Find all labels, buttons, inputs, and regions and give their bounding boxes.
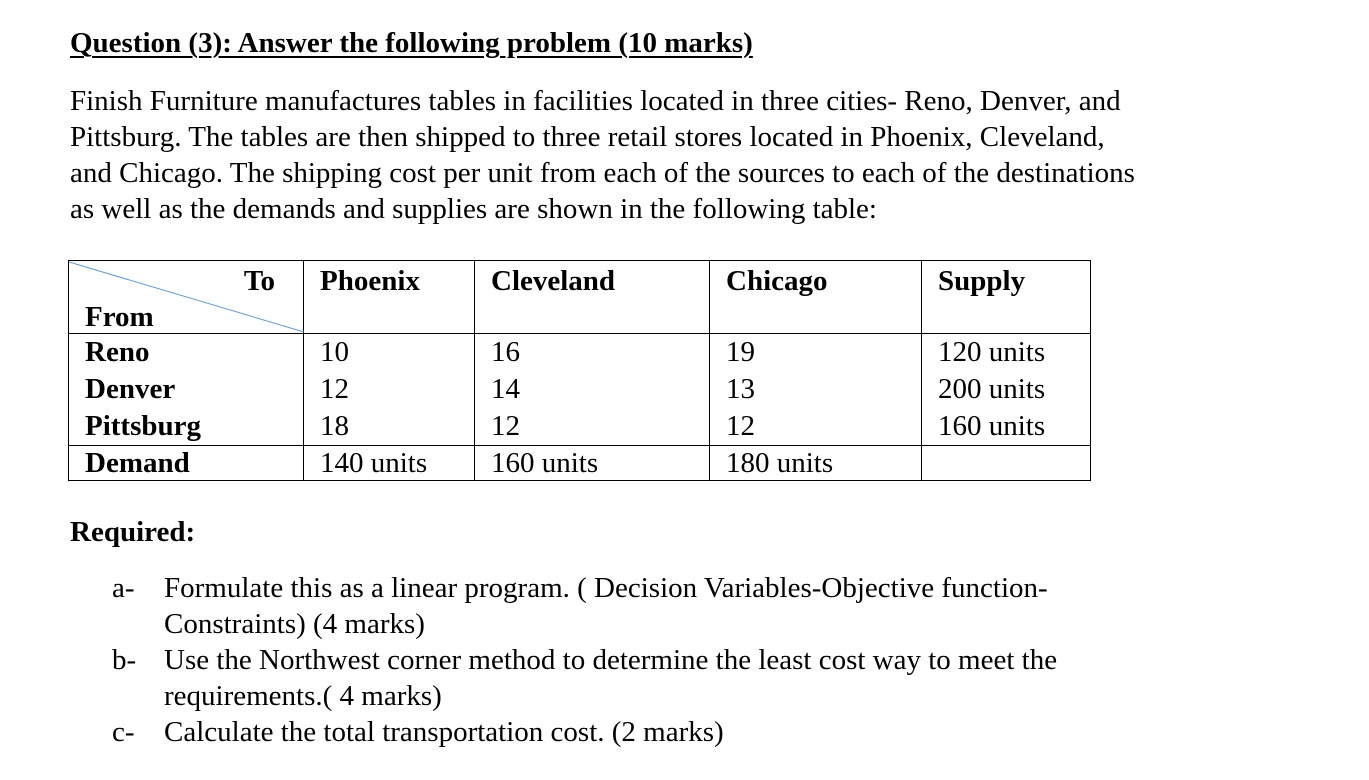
supply-cell: 160 units: [922, 408, 1091, 446]
requirement-item-b: [112, 642, 1144, 714]
column-header-chicago: Chicago: [710, 261, 922, 334]
table-row: [69, 408, 1091, 446]
cost-cell: 12: [475, 408, 710, 446]
requirement-item-c: [112, 714, 1144, 750]
intro-line: Finish Furniture manufactures tables in facilities located in three cities- Reno, Denver, and: [70, 85, 1121, 117]
requirement-line: Constraints) (4 marks): [164, 608, 425, 640]
cost-cell: 13: [710, 371, 922, 408]
supply-cell: 200 units: [922, 371, 1091, 408]
demand-cell: 140 units: [304, 446, 475, 481]
row-header-reno: Reno: [69, 334, 304, 372]
requirement-marker: a-: [112, 572, 135, 604]
requirement-line: Use the Northwest corner method to determine the least cost way to meet the: [164, 644, 1058, 676]
intro-line: and Chicago. The shipping cost per unit from each of the sources to each of the destinations: [70, 157, 1135, 189]
requirement-marker: c-: [112, 716, 135, 748]
cost-cell: 16: [475, 334, 710, 372]
requirement-item-a: [112, 570, 1144, 642]
cost-cell: 12: [304, 371, 475, 408]
supply-cell: 120 units: [922, 334, 1091, 372]
demand-cell-empty: [922, 446, 1091, 481]
table-header-row: [69, 261, 1091, 334]
corner-from-label: From: [85, 301, 154, 333]
cost-cell: 18: [304, 408, 475, 446]
row-header-pittsburg: Pittsburg: [69, 408, 304, 446]
corner-cell: [69, 261, 304, 334]
demand-row: [69, 446, 1091, 481]
table-row: [69, 334, 1091, 372]
cost-cell: 12: [710, 408, 922, 446]
cost-cell: 19: [710, 334, 922, 372]
required-label: Required:: [70, 516, 196, 548]
row-header-demand: Demand: [69, 446, 304, 481]
row-header-denver: Denver: [69, 371, 304, 408]
cost-cell: 14: [475, 371, 710, 408]
cost-cell: 10: [304, 334, 475, 372]
column-header-cleveland: Cleveland: [475, 261, 710, 334]
demand-cell: 160 units: [475, 446, 710, 481]
question-heading: Question (3): Answer the following problem (10 marks): [70, 27, 753, 59]
table-row: [69, 371, 1091, 408]
corner-to-label: To: [243, 265, 275, 297]
requirement-line: requirements.( 4 marks): [164, 680, 442, 712]
intro-line: as well as the demands and supplies are shown in the following table:: [70, 193, 877, 225]
requirement-line: Formulate this as a linear program. ( Decision Variables-Objective function-: [164, 572, 1048, 604]
requirement-marker: b-: [112, 644, 137, 676]
problem-description: [70, 83, 1210, 227]
column-header-phoenix: Phoenix: [304, 261, 475, 334]
column-header-supply: Supply: [922, 261, 1091, 334]
intro-line: Pittsburg. The tables are then shipped to three retail stores located in Phoenix, Cleveland,: [70, 121, 1105, 153]
demand-cell: 180 units: [710, 446, 922, 481]
transportation-cost-table: [68, 260, 1091, 481]
requirements-list: [112, 570, 1144, 750]
requirement-line: Calculate the total transportation cost. (2 marks): [164, 716, 724, 748]
